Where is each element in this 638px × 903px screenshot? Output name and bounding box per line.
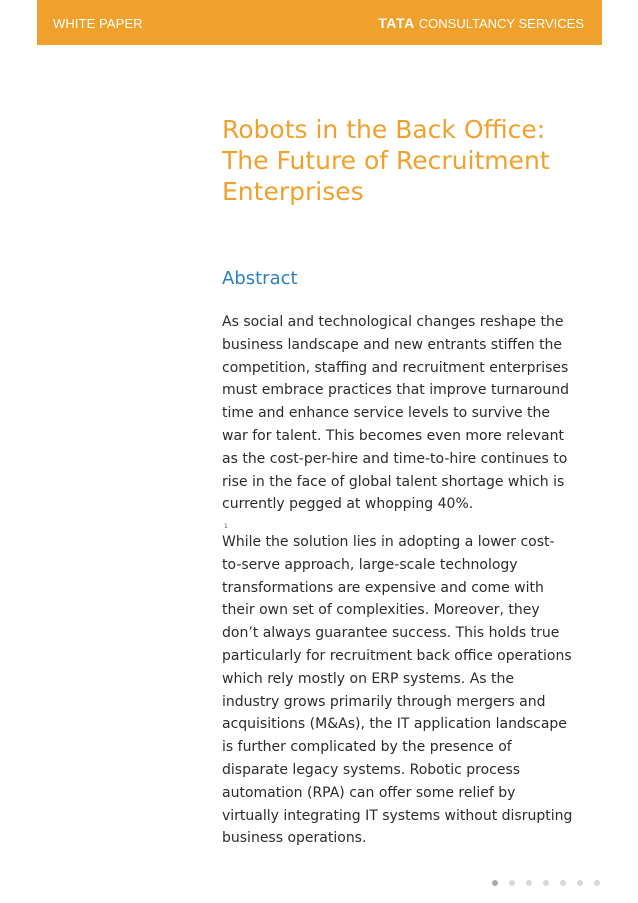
page-dot[interactable]: [526, 880, 532, 886]
page-dot[interactable]: [594, 880, 600, 886]
page-indicator: [492, 879, 600, 887]
text-line: war for talent. This becomes even more relevant: [222, 427, 564, 444]
header-bar: [37, 0, 602, 45]
page-dot[interactable]: [577, 880, 583, 886]
text-line: industry grows primarily through mergers and: [222, 693, 546, 710]
text-line: disparate legacy systems. Robotic process: [222, 761, 521, 778]
text-line: automation (RPA) can offer some relief by: [222, 784, 516, 801]
abstract-paragraph-1: [222, 311, 606, 544]
text-line: business landscape and new entrants stiffen the: [222, 336, 563, 353]
text-line: competition, staffing and recruitment enterprises: [222, 359, 569, 376]
text-line: is further complicated by the presence of: [222, 739, 512, 756]
title-line: Robots in the Back Office:: [222, 115, 546, 144]
text-line: must embrace practices that improve turnaround: [222, 382, 569, 399]
page-dot-active[interactable]: [492, 880, 498, 886]
page-dot[interactable]: [509, 880, 515, 886]
title-line: The Future of Recruitment: [222, 146, 550, 175]
page-dot[interactable]: [543, 880, 549, 886]
white-paper-label: WHITE PAPER: [53, 16, 143, 31]
text-line: While the solution lies in adopting a lower cost-: [222, 534, 555, 550]
brand-mark: TATA: [378, 15, 415, 31]
text-line: business operations.: [222, 830, 367, 847]
text-line: as the cost-per-hire and time-to-hire continues to: [222, 450, 568, 467]
text-line: to-serve approach, large-scale technology: [222, 556, 518, 573]
abstract-heading: Abstract: [222, 268, 298, 289]
document-title: [222, 114, 606, 207]
text-line: transformations are expensive and come with: [222, 579, 544, 596]
text-line: As social and technological changes reshape the: [222, 314, 564, 330]
text-line: currently pegged at whopping 40%.: [222, 496, 474, 513]
brand-logo: [378, 15, 584, 31]
text-line: which rely mostly on ERP systems. As the: [222, 670, 514, 687]
text-line: their own set of complexities. Moreover, they: [222, 602, 540, 619]
brand-text: CONSULTANCY SERVICES: [418, 16, 584, 31]
footnote-marker[interactable]: 1: [224, 523, 228, 531]
text-line: rise in the face of global talent shortage which is: [222, 473, 565, 490]
text-line: don’t always guarantee success. This holds true: [222, 625, 560, 642]
page-dot[interactable]: [560, 880, 566, 886]
title-line: Enterprises: [222, 177, 364, 206]
text-line: acquisitions (M&As), the IT application landscape: [222, 716, 567, 733]
text-line: time and enhance service levels to survive the: [222, 405, 551, 422]
text-line: virtually integrating IT systems without disrupting: [222, 807, 573, 824]
abstract-paragraph-2: [222, 531, 606, 850]
text-line: particularly for recruitment back office operations: [222, 647, 572, 664]
